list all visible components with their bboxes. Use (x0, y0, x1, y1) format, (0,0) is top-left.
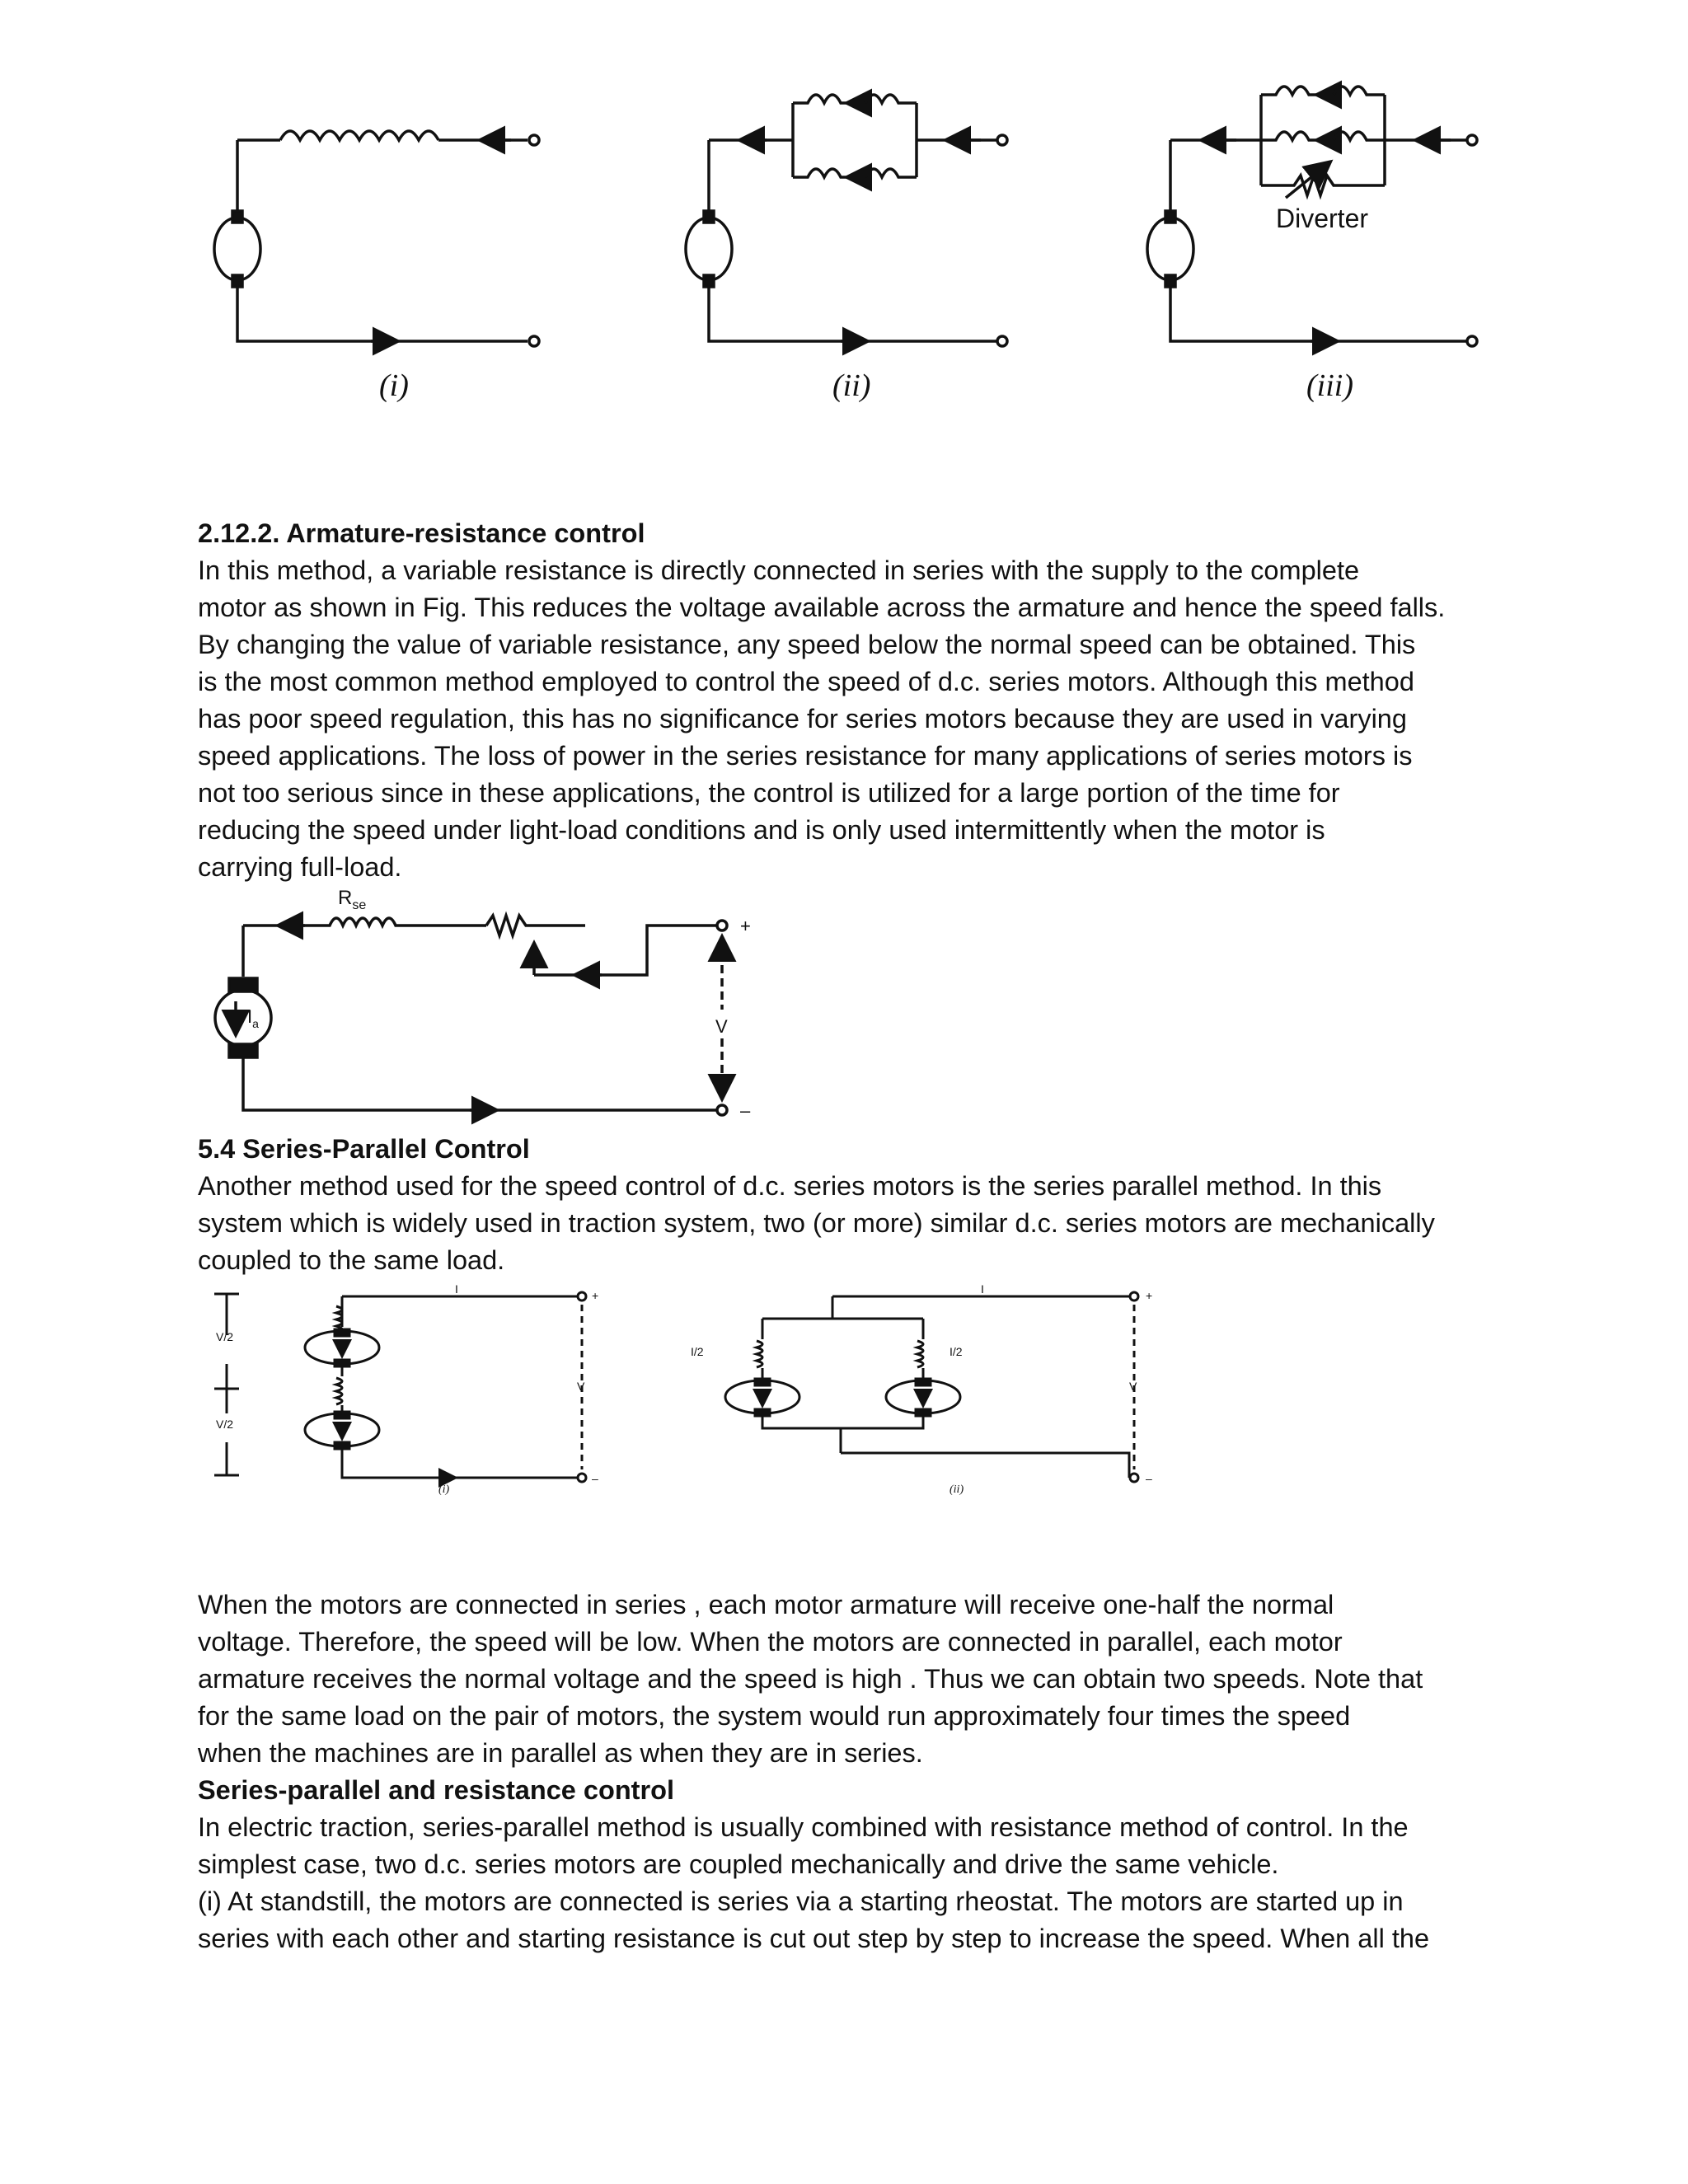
section-heading: 5.4 Series-Parallel Control (198, 1134, 530, 1164)
plus-parallel: + (1146, 1289, 1153, 1302)
plus-terminal: + (740, 916, 751, 936)
minus-parallel: – (1146, 1472, 1152, 1485)
current-half-left: I/2 (691, 1345, 704, 1358)
paragraph-line: Another method used for the speed control of d.c. series motors is the series parallel method. In this (198, 1171, 1382, 1201)
diverter-label: Diverter (1276, 204, 1369, 233)
caption-series: (i) (438, 1483, 450, 1496)
armature-resistance-figure (198, 886, 775, 1125)
paragraph-line: In electric traction, series-parallel method is usually combined with resistance method of control. In the (198, 1812, 1409, 1842)
paragraph-line: speed applications. The loss of power in the series resistance for many applications of series motors is (198, 741, 1413, 771)
paragraph-line: armature receives the normal voltage and the speed is high . Thus we can obtain two speeds. Note that (198, 1664, 1423, 1694)
parallel-circuit (725, 1292, 1138, 1482)
paragraph-line: motor as shown in Fig. This reduces the voltage available across the armature and hence the speed falls. (198, 593, 1446, 622)
circuit-i (214, 131, 539, 346)
field-control-figure (198, 74, 1484, 412)
paragraph-line: series with each other and starting resistance is cut out step by step to increase the speed. When all the (198, 1924, 1430, 1953)
paragraph-line: coupled to the same load. (198, 1245, 505, 1275)
paragraph-line: reducing the speed under light-load conditions and is only used intermittently when the motor is (198, 815, 1325, 845)
minus-series: – (592, 1472, 598, 1485)
voltage-label: V (715, 1016, 728, 1037)
section-series-parallel-resistance (198, 1772, 1550, 1957)
paragraph-line: is the most common method employed to control the speed of d.c. series motors. Although this method (198, 667, 1414, 696)
paragraph-line: carrying full-load. (198, 852, 402, 882)
current-label-series: I (455, 1282, 458, 1296)
paragraph-line: When the motors are connected in series , each motor armature will receive one-half the normal (198, 1590, 1334, 1619)
paragraph-line: simplest case, two d.c. series motors are coupled mechanically and drive the same vehicle. (198, 1849, 1279, 1879)
paragraph-line: has poor speed regulation, this has no significance for series motors because they are used in varying (198, 704, 1407, 733)
series-circuit (214, 1292, 586, 1482)
paragraph-line: In this method, a variable resistance is directly connected in series with the supply to the complete (198, 555, 1360, 585)
section-series-parallel (198, 1131, 1550, 1279)
paragraph-line: when the machines are in parallel as when they are in series. (198, 1738, 923, 1768)
paragraph-line: By changing the value of variable resistance, any speed below the normal speed can be obtained. This (198, 630, 1416, 659)
plus-series: + (592, 1289, 599, 1302)
circuit-ii (686, 95, 1007, 346)
paragraph-line: system which is widely used in traction system, two (or more) similar d.c. series motors are mechanically (198, 1208, 1435, 1238)
current-half-right: I/2 (950, 1345, 963, 1358)
v-half-bottom: V/2 (216, 1418, 234, 1431)
series-parallel-figure (198, 1282, 1187, 1496)
section-heading: 2.12.2. Armature-resistance control (198, 518, 645, 548)
section-heading: Series-parallel and resistance control (198, 1775, 675, 1805)
v-half-top: V/2 (216, 1330, 234, 1343)
paragraph-line: (i) At standstill, the motors are connected is series via a starting rheostat. The motors are started up in (198, 1886, 1404, 1916)
minus-terminal: – (740, 1100, 751, 1121)
current-label-parallel: I (981, 1282, 984, 1296)
voltage-label-parallel: V (1129, 1380, 1137, 1393)
voltage-label-series: V (577, 1380, 585, 1393)
caption-ii: (ii) (832, 368, 871, 403)
section-armature-resistance (198, 515, 1550, 886)
caption-parallel: (ii) (950, 1483, 964, 1496)
rse-label: $R_{se}$ (338, 887, 367, 912)
paragraph-line: voltage. Therefore, the speed will be low. When the motors are connected in parallel, each motor (198, 1627, 1343, 1657)
ia-label: $I_a$ (247, 1006, 259, 1030)
caption-iii: (iii) (1306, 368, 1353, 403)
paragraph-line: not too serious since in these applications, the control is utilized for a large portion of the time for (198, 778, 1340, 808)
section-two-speeds (198, 1586, 1550, 1772)
paragraph-line: for the same load on the pair of motors, the system would run approximately four times the speed (198, 1701, 1351, 1731)
caption-i: (i) (379, 368, 409, 403)
